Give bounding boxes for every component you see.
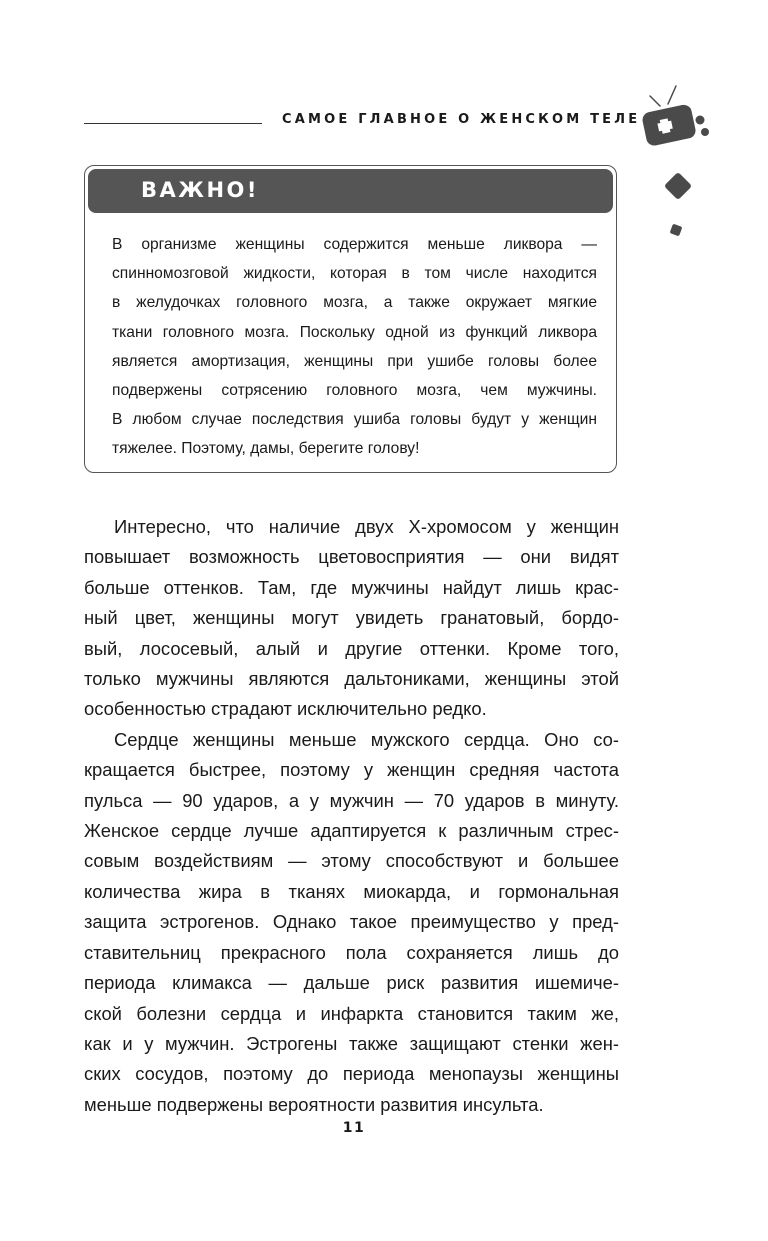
- text-line: совым воздействиям — этому способствуют и большее: [84, 850, 619, 872]
- text-line: ткани головного мозга. Поскольку одной из функций ликвора: [112, 323, 597, 341]
- text-line: периода климакса — дальше риск развития ишемиче-: [84, 972, 619, 994]
- text-line: особенностью страдают исключительно редко.: [84, 698, 487, 720]
- paragraph-color-perception: [84, 512, 619, 725]
- text-line: подвержены сотрясению головного мозга, чем мужчины.: [112, 382, 597, 400]
- text-line: больше оттенков. Там, где мужчины найдут лишь крас-: [84, 576, 619, 598]
- important-box-text: [112, 230, 597, 464]
- text-line: защита эстрогенов. Однако такое преимущество у пред-: [84, 911, 619, 933]
- text-line: ской болезни сердца и инфаркта становится таким же,: [84, 1002, 619, 1024]
- header-rule: [84, 123, 262, 124]
- running-header: САМОЕ ГЛАВНОЕ О ЖЕНСКОМ ТЕЛЕ: [282, 112, 641, 127]
- paragraph-heart: [84, 725, 619, 1120]
- text-line: спинномозговой жидкости, которая в том числе находится: [112, 265, 597, 283]
- text-line: ставительниц прекрасного пола сохраняется лишь до: [84, 941, 619, 963]
- text-line: как и у мужчин. Эстрогены также защищают стенки жен-: [84, 1032, 619, 1054]
- text-line: повышает возможность цветовосприятия — они видят: [84, 546, 619, 568]
- text-line: Сердце женщины меньше мужского сердца. Оно со-: [114, 728, 619, 750]
- text-line: меньше подвержены вероятности развития инсульта.: [84, 1093, 544, 1115]
- text-line: ный цвет, женщины могут увидеть гранатовый, бордо-: [84, 607, 619, 629]
- text-line: тяжелее. Поэтому, дамы, берегите голову!: [112, 440, 420, 458]
- text-line: В любом случае последствия ушиба головы будут у женщин: [112, 411, 597, 429]
- text-line: вый, лососевый, алый и другие оттенки. Кроме того,: [84, 637, 619, 659]
- important-box-title: ВАЖНО!: [141, 178, 259, 202]
- text-line: в желудочках головного мозга, а также окружает мягкие: [112, 294, 597, 312]
- text-line: В организме женщины содержится меньше ликвора —: [112, 236, 597, 253]
- text-line: количества жира в тканях миокарда, и гормональная: [84, 880, 619, 902]
- text-line: пульса — 90 ударов, а у мужчин — 70 ударов в минуту.: [84, 789, 619, 811]
- page-number: 11: [342, 1120, 366, 1136]
- text-line: Женское сердце лучше адаптируется к различным стрес-: [84, 820, 619, 842]
- text-line: кращается быстрее, поэтому у женщин средняя частота: [84, 759, 619, 781]
- tv-decoration-icon: [630, 80, 740, 250]
- text-line: только мужчины являются дальтониками, женщины этой: [84, 668, 619, 690]
- text-line: Интересно, что наличие двух Х-хромосом у женщин: [114, 516, 619, 537]
- body-text: [84, 512, 619, 1120]
- text-line: ских сосудов, поэтому до периода менопаузы женщины: [84, 1063, 619, 1085]
- text-line: является амортизация, женщины при ушибе головы более: [112, 352, 597, 370]
